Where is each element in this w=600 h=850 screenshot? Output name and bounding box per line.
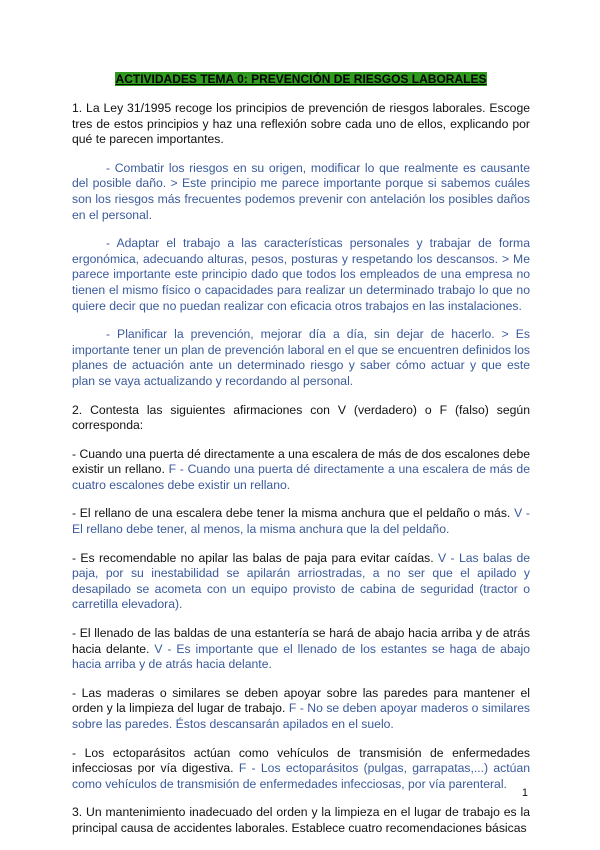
question-3: 3. Un mantenimiento inadecuado del orden y la limpieza en el lugar de trabajo es la principal causa de accidentes laborales. Establece cuatro recomendaciones básicas <box>72 805 530 835</box>
statement-item <box>72 626 530 673</box>
title-text: ACTIVIDADES TEMA 0: PREVENCIÓN DE RIESGOS LABORALES <box>115 72 487 86</box>
answer-1-2: - Adaptar el trabajo a las características personales y trabajar de forma ergonómica, adecuando alturas, pesos, posturas y respetando los descansos. > Me parece importante este principio dado que todos los empleados de una empresa no tienen el mismo físico o capacidades para realizar un determinado trabajo lo que no quiere decir que no puedan realizar con eficacia otros trabajos en las instalaciones. <box>72 236 530 313</box>
answer-1-1: - Combatir los riesgos en su origen, modificar lo que realmente es causante del posible daño. > Este principio me parece importante porque si sabemos cuáles son los riesgos más frecuentes podemos prevenir con antelación los posibles daños en el personal. <box>72 160 530 222</box>
statement-text: - Cuando una puerta dé directamente a una escalera de más de dos escalones debe existir un rellano. <box>72 446 531 477</box>
page-number: 1 <box>521 787 528 799</box>
statement-text: - Las maderas o similares se deben apoyar sobre las paredes para mantener el orden y la limpieza del lugar de trabajo. <box>72 685 530 716</box>
statement-item <box>72 551 530 613</box>
answer-1-3: - Planificar la prevención, mejorar día a día, sin dejar de hacerlo. > Es importante tener un plan de prevención laboral en el que se encuentren definidos los planes de actuación ante un determinado riesgo y saber cómo actuar y que este plan se vaya actualizando y recordando al personal. <box>72 327 530 388</box>
statement-text: - Los ectoparásitos actúan como vehículos de transmisión de enfermedades infecciosas por vía digestiva. <box>72 745 530 776</box>
statement-answer: F - No se deben apoyar maderos o similares sobre las paredes. Éstos descansarán apilados en el suelo. <box>72 701 530 731</box>
statement-item <box>72 447 530 494</box>
statement-item <box>72 686 530 733</box>
document-page <box>72 72 530 850</box>
question-2: 2. Contesta las siguientes afirmaciones con V (verdadero) o F (falso) según corresponda: <box>72 402 530 433</box>
statement-answer: F - Cuando una puerta dé directamente a una escalera de más de cuatro escalones debe existir un rellano. <box>72 462 530 492</box>
statement-item <box>72 746 530 793</box>
statement-answer: F - Los ectoparásitos (pulgas, garrapatas,...) actúan como vehículos de transmisión de enfermedades infecciosas, por vía parenteral. <box>72 761 530 791</box>
statement-text: - El llenado de las baldas de una estantería se hará de abajo hacia arriba y de atrás hacia delante. <box>72 626 530 656</box>
statement-item <box>72 506 530 537</box>
statement-answer: V - El rellano debe tener, al menos, la misma anchura que la del peldaño. <box>72 506 530 537</box>
statement-text: - Es recomendable no apilar las balas de paja para evitar caídas. <box>72 550 434 565</box>
question-1: 1. La Ley 31/1995 recoge los principios de prevención de riesgos laborales. Escoge tres de estos principios y haz una reflexión sobre cada uno de ellos, explicando por qué te parecen importantes. <box>72 101 530 147</box>
statement-answer: V - Las balas de paja, por su inestabilidad se apilarán arriostradas, a no ser que el apilado y desapilado se acometa con un equipo provisto de cabina de seguridad (tractor o carretilla elevadora). <box>72 550 531 612</box>
statement-answer: V - Es importante que el llenado de los estantes se haga de abajo hacia arriba y de atrás hacia delante. <box>72 641 530 672</box>
document-title <box>72 72 530 86</box>
statement-text: - El rellano de una escalera debe tener la misma anchura que el peldaño o más. <box>72 506 511 521</box>
